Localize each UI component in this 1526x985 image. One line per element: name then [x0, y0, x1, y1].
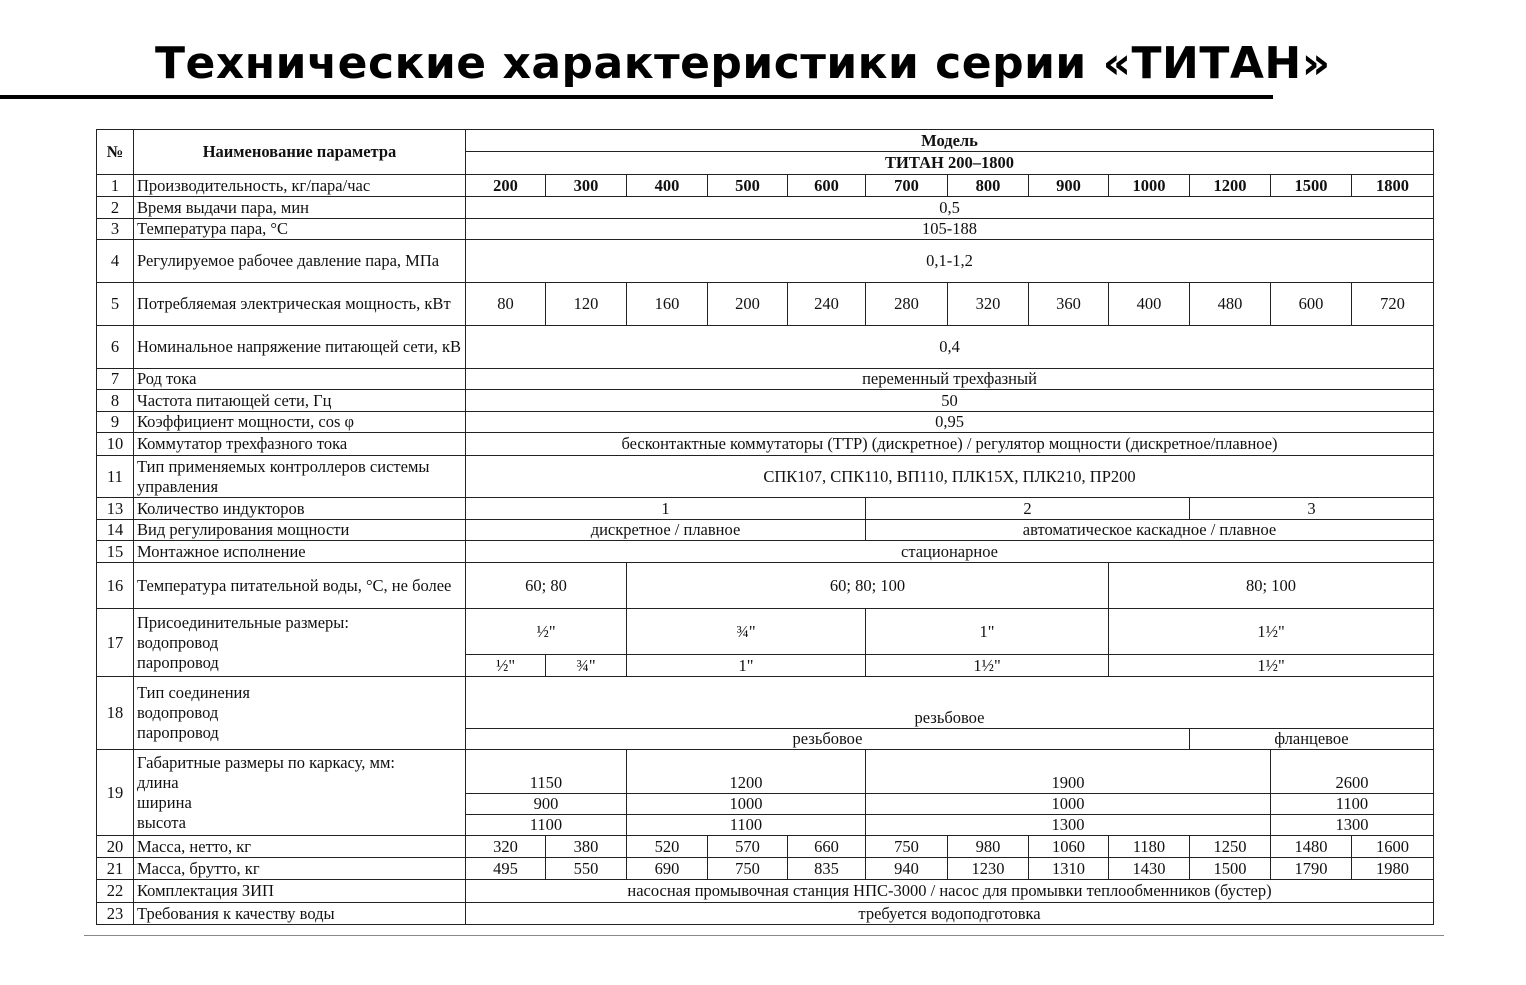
param-name: Производительность, кг/пара/час	[134, 175, 466, 197]
param-name: Номинальное напряжение питающей сети, кВ	[134, 326, 466, 369]
value-cell: 1600	[1352, 836, 1434, 858]
value-cell: 1000	[866, 794, 1271, 815]
param-line: паропровод	[137, 652, 219, 672]
header-series: ТИТАН 200–1800	[466, 152, 1434, 175]
value-cell: 80	[466, 283, 546, 326]
value-cell: 360	[1029, 283, 1109, 326]
model-cell: 1500	[1271, 175, 1352, 197]
value-cell: 1180	[1109, 836, 1190, 858]
row-num: 14	[97, 520, 134, 541]
model-cell: 1800	[1352, 175, 1434, 197]
table-row	[97, 326, 1434, 369]
value-cell: 1"	[866, 609, 1109, 655]
page-title: Технические характеристики серии «ТИТАН»	[155, 38, 1331, 89]
param-name	[134, 609, 466, 677]
value-cell: 280	[866, 283, 948, 326]
header-num: №	[97, 130, 134, 175]
row-num: 2	[97, 197, 134, 219]
value-cell: 750	[708, 858, 788, 880]
value-cell: переменный трехфазный	[466, 369, 1434, 390]
table-row	[97, 240, 1434, 283]
row-num: 15	[97, 541, 134, 563]
value-cell: требуется водоподготовка	[466, 903, 1434, 925]
row-num: 11	[97, 456, 134, 498]
row-num: 17	[97, 609, 134, 677]
value-cell: 1310	[1029, 858, 1109, 880]
value-cell: 480	[1190, 283, 1271, 326]
row-num: 16	[97, 563, 134, 609]
value-cell: 1½"	[1109, 609, 1434, 655]
param-line: Габаритные размеры по каркасу, мм:	[137, 752, 395, 772]
row-num: 10	[97, 433, 134, 456]
value-cell: 1300	[866, 815, 1271, 836]
value-cell: 1½"	[866, 655, 1109, 677]
table-row	[97, 880, 1434, 903]
param-name: Количество индукторов	[134, 498, 466, 520]
table-row	[97, 858, 1434, 880]
value-cell: 160	[627, 283, 708, 326]
value-cell: 1300	[1271, 815, 1434, 836]
row-num: 4	[97, 240, 134, 283]
value-cell: 1100	[466, 815, 627, 836]
param-name: Температура пара, °С	[134, 219, 466, 240]
value-cell: дискретное / плавное	[466, 520, 866, 541]
value-cell: 2	[866, 498, 1190, 520]
value-cell: резьбовое	[466, 729, 1190, 750]
title-underline	[0, 95, 1273, 99]
row-num: 19	[97, 750, 134, 836]
table-row	[97, 836, 1434, 858]
param-line: ширина	[137, 792, 192, 812]
param-name	[134, 750, 466, 836]
value-cell: 380	[546, 836, 627, 858]
value-cell: 1900	[866, 750, 1271, 794]
value-cell: 1100	[1271, 794, 1434, 815]
table-row	[97, 520, 1434, 541]
row-num: 22	[97, 880, 134, 903]
model-cell: 200	[466, 175, 546, 197]
value-cell: 1480	[1271, 836, 1352, 858]
row-num: 23	[97, 903, 134, 925]
bottom-divider	[84, 935, 1444, 936]
row-num: 20	[97, 836, 134, 858]
value-cell: 3	[1190, 498, 1434, 520]
value-cell: 570	[708, 836, 788, 858]
table-row	[97, 390, 1434, 412]
table-row	[97, 541, 1434, 563]
table-row	[97, 498, 1434, 520]
value-cell: 1	[466, 498, 866, 520]
value-cell: резьбовое	[466, 677, 1434, 729]
value-cell: 1230	[948, 858, 1029, 880]
spec-table	[96, 129, 1434, 925]
row-num: 8	[97, 390, 134, 412]
table-row	[97, 677, 1434, 729]
value-cell: 1100	[627, 815, 866, 836]
header-model: Модель	[466, 130, 1434, 152]
value-cell: 0,5	[466, 197, 1434, 219]
model-cell: 1000	[1109, 175, 1190, 197]
param-line: длина	[137, 772, 179, 792]
value-cell: 1790	[1271, 858, 1352, 880]
param-name: Масса, нетто, кг	[134, 836, 466, 858]
value-cell: 1500	[1190, 858, 1271, 880]
value-cell: 1060	[1029, 836, 1109, 858]
value-cell: ½"	[466, 655, 546, 677]
value-cell: ¾"	[627, 609, 866, 655]
value-cell: СПК107, СПК110, ВП110, ПЛК15Х, ПЛК210, ПР200	[466, 456, 1434, 498]
param-name: Комплектация ЗИП	[134, 880, 466, 903]
value-cell: 1"	[627, 655, 866, 677]
model-cell: 500	[708, 175, 788, 197]
value-cell: 80; 100	[1109, 563, 1434, 609]
value-cell: 720	[1352, 283, 1434, 326]
model-cell: 800	[948, 175, 1029, 197]
value-cell: 520	[627, 836, 708, 858]
param-name: Тип применяемых контроллеров системы управления	[134, 456, 466, 498]
row-num: 6	[97, 326, 134, 369]
value-cell: стационарное	[466, 541, 1434, 563]
param-name: Род тока	[134, 369, 466, 390]
value-cell: фланцевое	[1190, 729, 1434, 750]
table-row	[97, 369, 1434, 390]
model-cell: 300	[546, 175, 627, 197]
value-cell: 0,1-1,2	[466, 240, 1434, 283]
value-cell: насосная промывочная станция НПС-3000 / насос для промывки теплообменников (бустер)	[466, 880, 1434, 903]
table-row	[97, 903, 1434, 925]
param-line: Тип соединения	[137, 683, 250, 702]
value-cell: 200	[708, 283, 788, 326]
value-cell: 750	[866, 836, 948, 858]
value-cell: бесконтактные коммутаторы (ТТР) (дискретное) / регулятор мощности (дискретное/плавное)	[466, 433, 1434, 456]
value-cell: 1430	[1109, 858, 1190, 880]
value-cell: 550	[546, 858, 627, 880]
table-row	[97, 563, 1434, 609]
value-cell: 120	[546, 283, 627, 326]
param-name: Коэффициент мощности, cos φ	[134, 412, 466, 433]
table-row	[97, 456, 1434, 498]
value-cell: 0,4	[466, 326, 1434, 369]
row-num: 9	[97, 412, 134, 433]
value-cell: 60; 80; 100	[627, 563, 1109, 609]
table-row	[97, 750, 1434, 794]
table-row	[97, 609, 1434, 655]
value-cell: 660	[788, 836, 866, 858]
param-name: Вид регулирования мощности	[134, 520, 466, 541]
value-cell: ¾"	[546, 655, 627, 677]
value-cell: 320	[466, 836, 546, 858]
param-name: Частота питающей сети, Гц	[134, 390, 466, 412]
table-row	[97, 219, 1434, 240]
value-cell: 835	[788, 858, 866, 880]
table-row	[97, 175, 1434, 197]
model-cell: 600	[788, 175, 866, 197]
value-cell: 1000	[627, 794, 866, 815]
value-cell: 50	[466, 390, 1434, 412]
param-line: водопровод	[137, 703, 219, 722]
value-cell: 1150	[466, 750, 627, 794]
row-num: 18	[97, 677, 134, 750]
row-num: 3	[97, 219, 134, 240]
value-cell: 1½"	[1109, 655, 1434, 677]
row-num: 13	[97, 498, 134, 520]
value-cell: 0,95	[466, 412, 1434, 433]
value-cell: 900	[466, 794, 627, 815]
param-name: Регулируемое рабочее давление пара, МПа	[134, 240, 466, 283]
row-num: 21	[97, 858, 134, 880]
table-row	[97, 412, 1434, 433]
table-row	[97, 197, 1434, 219]
value-cell: 240	[788, 283, 866, 326]
value-cell: 1250	[1190, 836, 1271, 858]
value-cell: 2600	[1271, 750, 1434, 794]
value-cell: 980	[948, 836, 1029, 858]
model-cell: 700	[866, 175, 948, 197]
table-row	[97, 283, 1434, 326]
value-cell: 105-188	[466, 219, 1434, 240]
param-name: Время выдачи пара, мин	[134, 197, 466, 219]
param-line: Присоединительные размеры:	[137, 612, 349, 632]
header-param: Наименование параметра	[134, 130, 466, 175]
model-cell: 1200	[1190, 175, 1271, 197]
param-name	[134, 677, 466, 750]
param-line: высота	[137, 812, 186, 832]
row-num: 1	[97, 175, 134, 197]
row-num: 7	[97, 369, 134, 390]
param-name: Потребляемая электрическая мощность, кВт	[134, 283, 466, 326]
value-cell: 60; 80	[466, 563, 627, 609]
param-name: Коммутатор трехфазного тока	[134, 433, 466, 456]
value-cell: 495	[466, 858, 546, 880]
table-row	[97, 433, 1434, 456]
value-cell: 600	[1271, 283, 1352, 326]
param-name: Температура питательной воды, °С, не более	[134, 563, 466, 609]
value-cell: 320	[948, 283, 1029, 326]
value-cell: 1980	[1352, 858, 1434, 880]
model-cell: 400	[627, 175, 708, 197]
value-cell: 690	[627, 858, 708, 880]
value-cell: 1200	[627, 750, 866, 794]
value-cell: автоматическое каскадное / плавное	[866, 520, 1434, 541]
model-cell: 900	[1029, 175, 1109, 197]
value-cell: 400	[1109, 283, 1190, 326]
param-name: Требования к качеству воды	[134, 903, 466, 925]
value-cell: ½"	[466, 609, 627, 655]
param-line: паропровод	[137, 723, 219, 742]
param-line: водопровод	[137, 632, 219, 652]
param-name: Монтажное исполнение	[134, 541, 466, 563]
param-name: Масса, брутто, кг	[134, 858, 466, 880]
value-cell: 940	[866, 858, 948, 880]
row-num: 5	[97, 283, 134, 326]
